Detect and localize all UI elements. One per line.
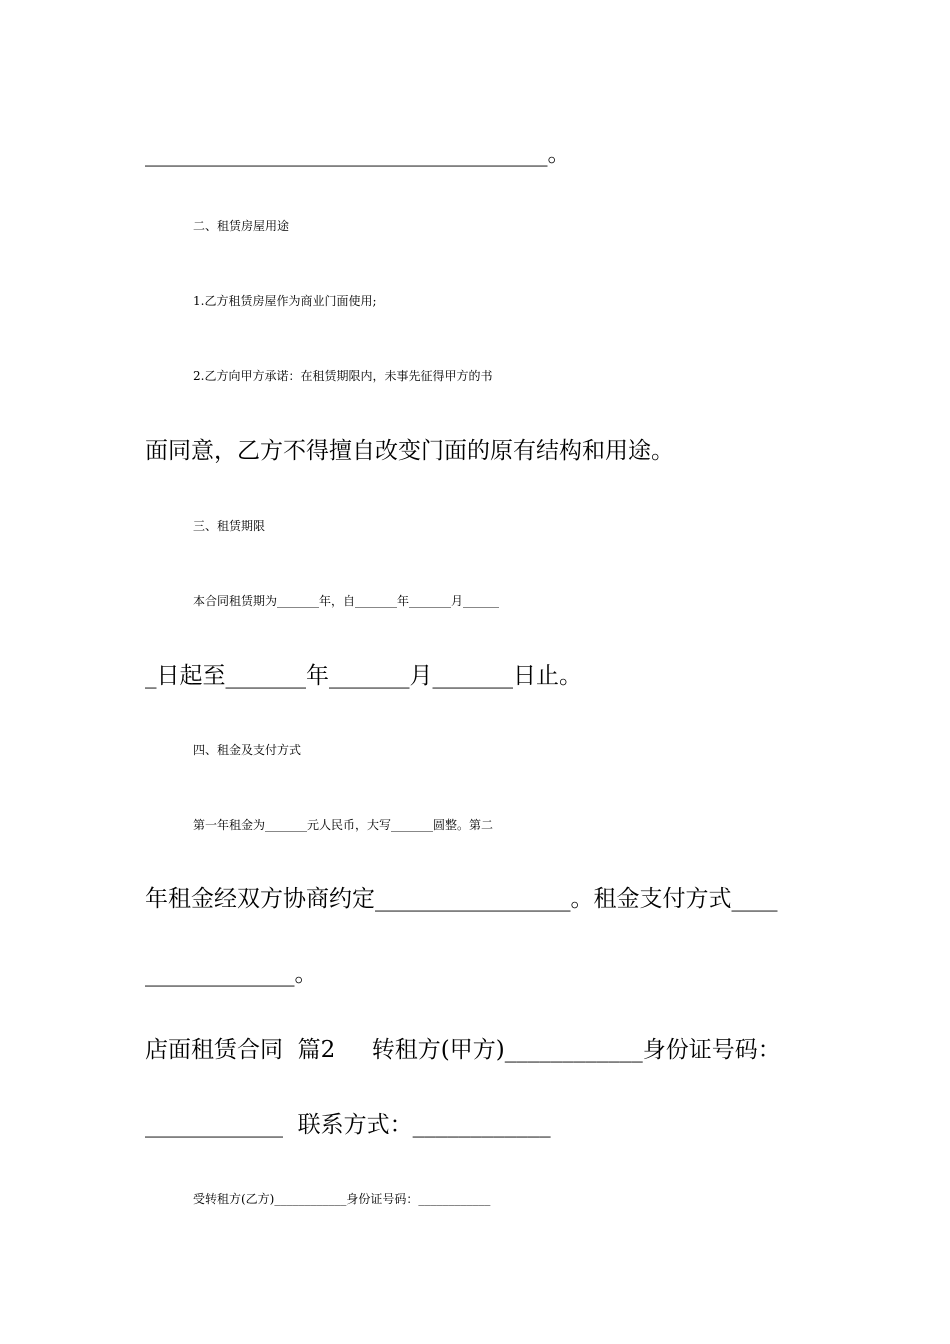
contract-2-header: 店面租赁合同 篇2 转租方(甲方)____________身份证号码： [145, 1037, 781, 1063]
paragraph-usage-2-cont: 面同意，乙方不得擅自改变门面的原有结构和用途。 [145, 438, 674, 464]
contract-2-party-b: 受转租方(乙方)____________身份证号码：____________ [193, 1192, 491, 1206]
paragraph-usage-1: 1.乙方租赁房屋作为商业门面使用; [193, 294, 377, 308]
section-heading-term: 三、租赁期限 [193, 519, 266, 533]
paragraph-term-cont: _日起至_______年_______月_______日止。 [145, 663, 582, 689]
paragraph-rent-end: _____________。 [145, 961, 318, 987]
paragraph-rent-cont: 年租金经双方协商约定_________________。租金支付方式____ [145, 886, 778, 912]
paragraph-term: 本合同租赁期为_______年，自_______年_______月______ [193, 594, 500, 608]
blank-line-end: ___________________________________。 [145, 141, 571, 167]
contract-2-contact: ____________ 联系方式：____________ [145, 1112, 551, 1138]
paragraph-rent: 第一年租金为_______元人民币，大写_______圆整。第二 [193, 818, 494, 832]
section-heading-usage: 二、租赁房屋用途 [193, 219, 290, 233]
paragraph-usage-2: 2.乙方向甲方承诺：在租赁期限内，未事先征得甲方的书 [193, 369, 493, 383]
section-heading-rent: 四、租金及支付方式 [193, 743, 302, 757]
